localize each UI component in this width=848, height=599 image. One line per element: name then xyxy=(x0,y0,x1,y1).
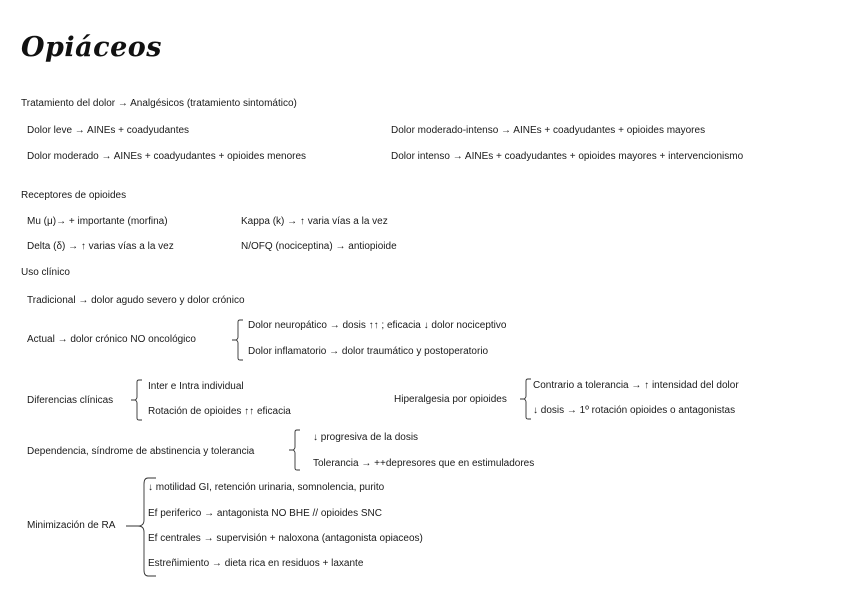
diferencias-item-1: Inter e Intra individual xyxy=(148,381,244,392)
minimizacion-label: Minimización de RA xyxy=(27,520,116,531)
diferencias-item-2: Rotación de opioides ↑↑ eficacia xyxy=(148,406,291,417)
dependencia-item-2: Tolerancia → ++depresores que en estimuladores xyxy=(313,458,535,469)
brace-dependencia xyxy=(288,428,302,472)
receptor-kappa-text: Kappa (k) → ↑ varia vías a la vez xyxy=(241,216,388,227)
uso-actual-label: Actual → dolor crónico NO oncológico xyxy=(27,334,196,345)
uso-tradicional-text: Tradicional → dolor agudo severo y dolor crónico xyxy=(27,295,245,306)
receptor-mu-text: Mu (μ)→ + importante (morfina) xyxy=(27,216,168,227)
minimizacion-item-2: Ef periferico → antagonista NO BHE // opioides SNC xyxy=(148,508,382,519)
hiperalgesia-item-1: Contrario a tolerancia → ↑ intensidad del dolor xyxy=(533,380,739,391)
actual-item-1: Dolor neuropático → dosis ↑↑ ; eficacia ↓ dolor nociceptivo xyxy=(248,320,507,331)
section-heading-tratamiento: Tratamiento del dolor → Analgésicos (tratamiento sintomático) xyxy=(21,98,297,109)
minimizacion-item-1: ↓ motilidad GI, retención urinaria, somnolencia, purito xyxy=(148,482,385,493)
brace-actual xyxy=(231,318,245,362)
brace-diferencias xyxy=(130,378,144,422)
receptor-nofq-text: N/OFQ (nociceptina) → antiopioide xyxy=(241,241,397,252)
hiperalgesia-item-2: ↓ dosis → 1º rotación opioides o antagonistas xyxy=(533,405,736,416)
diferencias-label: Diferencias clínicas xyxy=(27,395,114,406)
hiperalgesia-label: Hiperalgesia por opioides xyxy=(394,394,507,405)
dependencia-item-1: ↓ progresiva de la dosis xyxy=(313,432,419,443)
page-title: Opiáceos xyxy=(21,32,162,63)
dolor-moderado-text: Dolor moderado → AINEs + coadyudantes + opioides menores xyxy=(27,151,307,162)
dolor-moderado-intenso-text: Dolor moderado-intenso → AINEs + coadyudantes + opioides mayores xyxy=(391,125,706,136)
section-heading-uso-clinico: Uso clínico xyxy=(21,267,70,278)
receptor-delta-text: Delta (δ) → ↑ varias vías a la vez xyxy=(27,241,174,252)
dependencia-label: Dependencia, síndrome de abstinencia y tolerancia xyxy=(27,446,255,457)
dolor-intenso-text: Dolor intenso → AINEs + coadyudantes + opioides mayores + intervencionismo xyxy=(391,151,744,162)
brace-hiperalgesia xyxy=(519,377,533,421)
minimizacion-item-4: Estreñimiento → dieta rica en residuos + laxante xyxy=(148,558,364,569)
dolor-leve-text: Dolor leve → AINEs + coadyudantes xyxy=(27,125,190,136)
minimizacion-item-3: Ef centrales → supervisión + naloxona (antagonista opiaceos) xyxy=(148,533,423,544)
actual-item-2: Dolor inflamatorio → dolor traumático y postoperatorio xyxy=(248,346,489,357)
section-heading-receptores: Receptores de opioides xyxy=(21,190,127,201)
